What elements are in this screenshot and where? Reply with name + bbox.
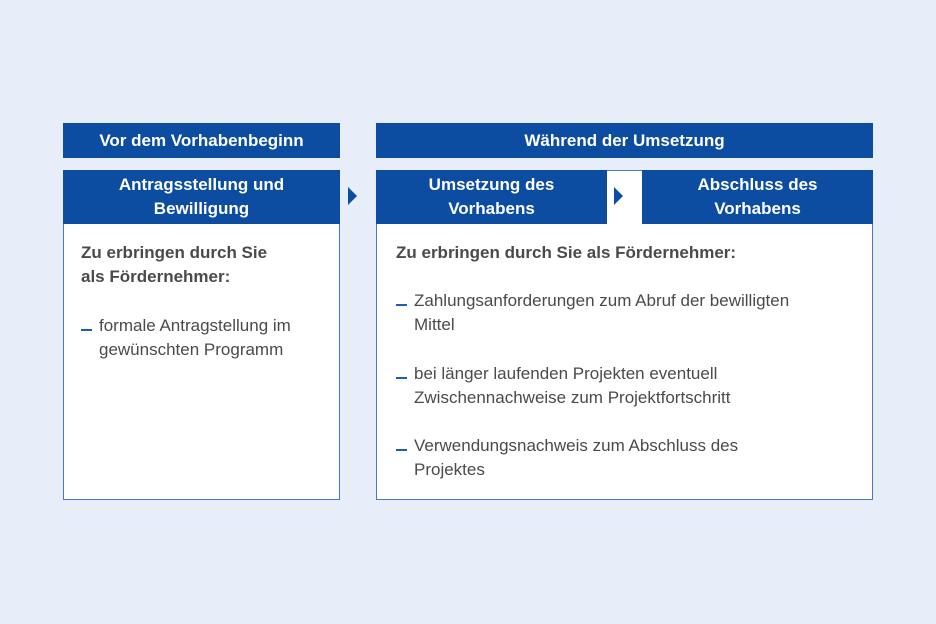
subtitle-during: Zu erbringen durch Sie als Fördernehmer:	[396, 243, 737, 262]
stage-application-label: Antragsstellung und Bewilligung	[118, 175, 285, 218]
stage-implementation-label: Umsetzung des Vorhabens	[428, 175, 555, 218]
arrow-right-icon	[348, 187, 357, 205]
dash-bullet-icon	[396, 304, 407, 306]
dash-bullet-icon	[396, 377, 407, 379]
dash-bullet-icon	[396, 449, 407, 451]
stage-implementation	[376, 170, 607, 224]
dash-bullet-icon	[81, 329, 92, 331]
phase-header-before-label: Vor dem Vorhabenbeginn	[99, 130, 304, 150]
list-item-text: Verwendungsnachweis zum Abschluss des Projektes	[414, 436, 739, 479]
list-item-before-1	[81, 314, 339, 362]
stage-completion-label: Abschluss des Vorhabens	[697, 175, 818, 218]
phase-header-before	[63, 123, 340, 158]
arrow-right-icon	[614, 187, 623, 205]
list-item-text: Zahlungsanforderungen zum Abruf der bewilligten Mittel	[414, 291, 790, 334]
list-item-during-2	[396, 362, 874, 410]
list-item-text: bei länger laufenden Projekten eventuell Zwischennachweise zum Projektfortschritt	[414, 364, 731, 407]
stage-completion	[642, 170, 873, 224]
list-item-during-1	[396, 289, 874, 337]
subtitle-before: Zu erbringen durch Sie als Fördernehmer:	[81, 243, 268, 286]
phase-header-during-label: Während der Umsetzung	[524, 130, 725, 150]
stage-application	[63, 170, 340, 224]
list-item-during-3	[396, 434, 874, 482]
list-item-text: formale Antragstellung im gewünschten Programm	[99, 316, 291, 359]
phase-header-during	[376, 123, 873, 158]
